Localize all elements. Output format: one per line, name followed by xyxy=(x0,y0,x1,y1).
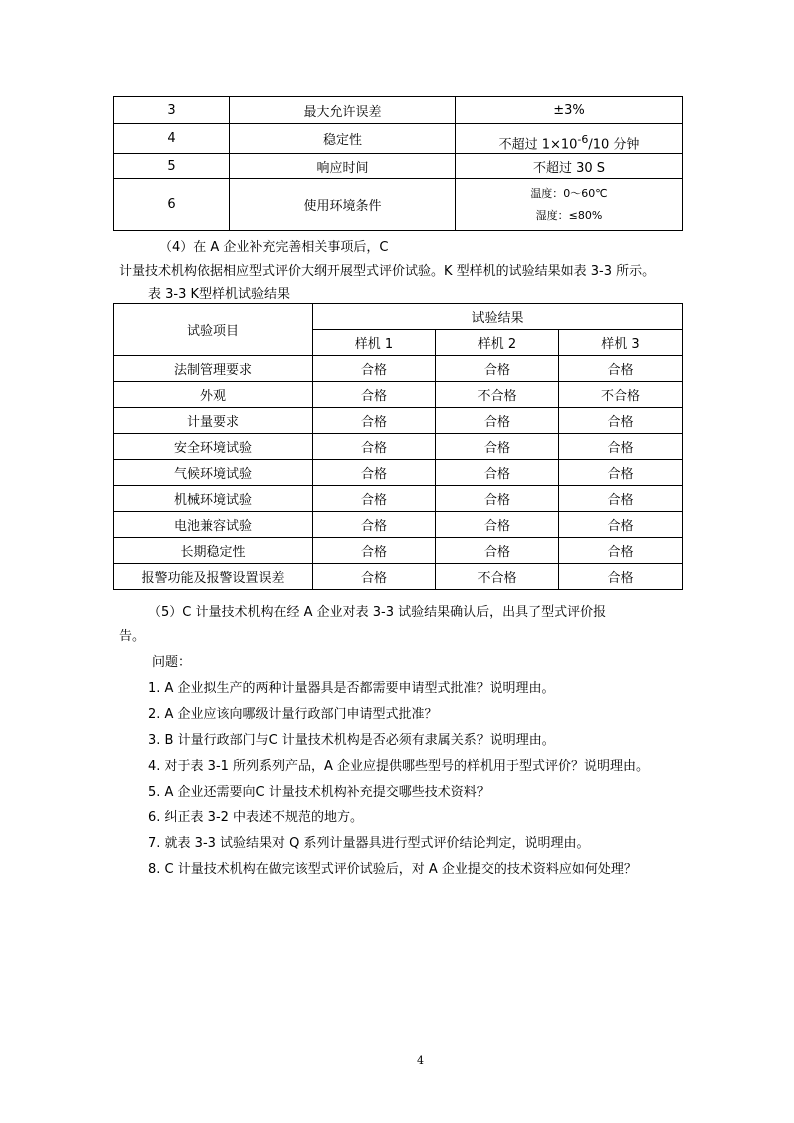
result-cell: 合格 xyxy=(313,512,436,538)
paragraph-5-line-2: 告。 xyxy=(119,629,146,644)
test-item: 长期稳定性 xyxy=(114,538,313,564)
result-cell: 不合格 xyxy=(436,382,559,408)
result-cell: 合格 xyxy=(436,486,559,512)
spec-requirement: ±3% xyxy=(456,97,683,124)
result-cell: 合格 xyxy=(559,564,683,590)
test-item: 电池兼容试验 xyxy=(114,512,313,538)
question-item: 1. A 企业拟生产的两种计量器具是否都需要申请型式批准？说明理由。 xyxy=(148,681,555,696)
question-item: 6. 纠正表 3-2 中表述不规范的地方。 xyxy=(148,810,364,825)
result-cell: 合格 xyxy=(313,486,436,512)
table-caption: 表 3-3 K型样机试验结果 xyxy=(148,287,291,302)
result-cell: 合格 xyxy=(436,434,559,460)
spec-no: 6 xyxy=(114,179,230,231)
table-row xyxy=(114,538,683,564)
paragraph-5-line-1: （5）C 计量技术机构在经 A 企业对表 3-3 试验结果确认后，出具了型式评价报 xyxy=(148,605,607,620)
question-item: 7. 就表 3-3 试验结果对 Q 系列计量器具进行型式评价结论判定，说明理由。 xyxy=(148,836,590,851)
test-item: 安全环境试验 xyxy=(114,434,313,460)
result-cell: 合格 xyxy=(559,356,683,382)
table-row xyxy=(114,97,683,124)
result-cell: 不合格 xyxy=(559,382,683,408)
spec-no: 4 xyxy=(114,124,230,154)
table-row xyxy=(114,434,683,460)
spec-item: 最大允许误差 xyxy=(230,97,456,124)
spec-requirement: 不超过 30 S xyxy=(456,154,683,179)
header-item: 试验项目 xyxy=(114,304,313,356)
test-item: 计量要求 xyxy=(114,408,313,434)
result-cell: 合格 xyxy=(313,356,436,382)
result-cell: 合格 xyxy=(436,538,559,564)
spec-item: 响应时间 xyxy=(230,154,456,179)
env-temperature: 温度：0～60℃ xyxy=(530,186,608,200)
test-item: 外观 xyxy=(114,382,313,408)
spec-item: 稳定性 xyxy=(230,124,456,154)
paragraph-4-line-2: 计量技术机构依据相应型式评价大纲开展型式评价试验。K 型样机的试验结果如表 3-3 所示。 xyxy=(119,264,656,279)
table-row xyxy=(114,124,683,154)
result-cell: 合格 xyxy=(313,538,436,564)
table-header-row xyxy=(114,304,683,330)
question-item: 2. A 企业应该向哪级计量行政部门申请型式批准？ xyxy=(148,707,438,722)
question-item: 3. B 计量行政部门与C 计量技术机构是否必须有隶属关系？说明理由。 xyxy=(148,733,555,748)
result-cell: 合格 xyxy=(436,512,559,538)
header-sample: 样机 1 xyxy=(313,330,436,356)
table-row xyxy=(114,486,683,512)
table-row xyxy=(114,356,683,382)
spec-requirement: 不超过 $1\times 10^{-6}/10$ 分钟 xyxy=(456,124,683,154)
result-cell: 合格 xyxy=(313,382,436,408)
question-item: 5. A 企业还需要向C 计量技术机构补充提交哪些技术资料？ xyxy=(148,785,490,800)
result-cell: 合格 xyxy=(559,408,683,434)
result-cell: 合格 xyxy=(559,434,683,460)
env-humidity: 湿度：≤80% xyxy=(535,208,603,222)
test-item: 气候环境试验 xyxy=(114,460,313,486)
result-cell: 合格 xyxy=(313,434,436,460)
spec-table xyxy=(113,96,683,231)
page-number: 4 xyxy=(417,1054,424,1067)
result-cell: 合格 xyxy=(559,460,683,486)
paragraph-4-line-1: （4）在 A 企业补充完善相关事项后，C xyxy=(159,240,389,255)
table-row xyxy=(114,382,683,408)
results-table xyxy=(113,303,683,590)
question-item: 8. C 计量技术机构在做完该型式评价试验后，对 A 企业提交的技术资料应如何处理？ xyxy=(148,862,637,877)
spec-no: 5 xyxy=(114,154,230,179)
result-cell: 合格 xyxy=(436,408,559,434)
result-cell: 合格 xyxy=(313,564,436,590)
result-cell: 合格 xyxy=(313,408,436,434)
header-result-group: 试验结果 xyxy=(313,304,683,330)
result-cell: 不合格 xyxy=(436,564,559,590)
result-cell: 合格 xyxy=(559,486,683,512)
spec-item: 使用环境条件 xyxy=(230,179,456,231)
table-row xyxy=(114,154,683,179)
table-row xyxy=(114,408,683,434)
questions-label: 问题： xyxy=(152,655,192,670)
spec-requirement xyxy=(456,179,683,231)
header-sample: 样机 3 xyxy=(559,330,683,356)
result-cell: 合格 xyxy=(436,460,559,486)
question-item: 4. 对于表 3-1 所列系列产品，A 企业应提供哪些型号的样机用于型式评价？说明理由。 xyxy=(148,759,650,774)
result-cell: 合格 xyxy=(436,356,559,382)
header-sample: 样机 2 xyxy=(436,330,559,356)
table-row xyxy=(114,179,683,231)
test-item: 报警功能及报警设置误差 xyxy=(114,564,313,590)
spec-no: 3 xyxy=(114,97,230,124)
test-item: 法制管理要求 xyxy=(114,356,313,382)
result-cell: 合格 xyxy=(559,538,683,564)
test-item: 机械环境试验 xyxy=(114,486,313,512)
result-cell: 合格 xyxy=(559,512,683,538)
result-cell: 合格 xyxy=(313,460,436,486)
table-row xyxy=(114,512,683,538)
table-row xyxy=(114,460,683,486)
table-row xyxy=(114,564,683,590)
